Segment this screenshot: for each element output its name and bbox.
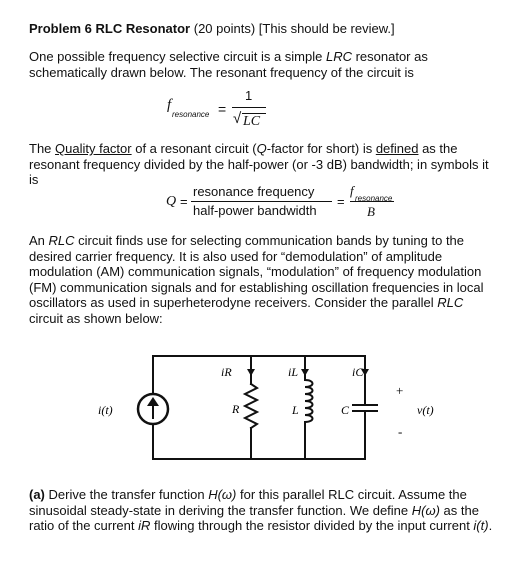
part-a-it: i(t) xyxy=(473,518,489,533)
part-a-paragraph xyxy=(29,487,499,534)
rlc-italic-2: RLC xyxy=(437,295,464,310)
problem-points: (20 points) xyxy=(193,21,256,36)
intro-text-2: resonator as schematically drawn below. The resonant frequency of the circuit is xyxy=(29,49,428,80)
rlc-text-1: An xyxy=(29,233,49,248)
quality-text-3: -factor for short) is xyxy=(266,141,376,156)
eq2-f: f xyxy=(350,183,354,198)
part-a-text-4: flowing through the resistor divided by the input current xyxy=(150,518,474,533)
rlc-text-2: circuit finds use for selecting communication bands by tuning to the desired carrier frequency. It is also used for “demodulation” of amplitude modulation (AM) communication signals, “modulation” of frequency modulation (FM) communication signals and for establishing oscillation frequencies in local oscillators as used in superheterodyne receivers. Consider the parallel xyxy=(29,233,484,310)
plus-sign: + xyxy=(396,383,404,398)
intro-text-1: One possible frequency selective circuit is a simple xyxy=(29,49,326,64)
inductor-label: L xyxy=(292,403,299,417)
rlc-italic-1: RLC xyxy=(48,233,75,248)
current-source-arrowhead xyxy=(147,397,159,406)
part-a-text-1: Derive the transfer function xyxy=(44,487,209,502)
eq2-equals-1: = xyxy=(180,194,188,209)
resistor-zigzag xyxy=(245,384,257,428)
eq2-numerator: resonance frequency xyxy=(193,184,315,199)
il-label: iL xyxy=(288,365,299,379)
part-a-label: (a) xyxy=(29,487,45,502)
eq1-numerator: 1 xyxy=(245,88,253,103)
eq2-b: B xyxy=(367,204,375,219)
quality-text-1: The xyxy=(29,141,56,156)
resistor-label: R xyxy=(232,402,240,416)
eq1-denominator: LC xyxy=(243,114,261,129)
problem-heading: Problem 6 xyxy=(29,21,92,36)
problem-note: [This should be review.] xyxy=(258,21,395,36)
ir-arrowhead xyxy=(247,369,255,376)
part-a-text-2: for this parallel RLC circuit. Assume the sinusoidal steady-state in deriving the transfer function. We define xyxy=(29,487,467,518)
inductor-coil xyxy=(305,380,313,422)
eq1-equals: = xyxy=(218,101,227,117)
eq2-equals-2: = xyxy=(337,194,345,209)
capacitor-label: C xyxy=(341,403,350,417)
ir-label: iR xyxy=(221,365,232,379)
quality-q: Q xyxy=(256,141,267,156)
quality-text-2: of a resonant circuit ( xyxy=(131,141,257,156)
intro-lrc: LRC xyxy=(325,49,352,64)
part-a-ir: iR xyxy=(138,518,151,533)
ic-label: iC xyxy=(352,365,364,379)
part-a-text-5: . xyxy=(488,518,493,533)
voltage-label: v(t) xyxy=(417,403,434,417)
eq2-subscript: resonance xyxy=(355,194,393,203)
eq1-f: f xyxy=(167,97,172,113)
quality-factor-link[interactable]: Quality factor xyxy=(55,141,132,156)
eq2-q: Q xyxy=(166,194,177,209)
source-label: i(t) xyxy=(98,403,113,417)
part-a-h-omega-2: H(ω) xyxy=(411,502,440,518)
minus-sign: - xyxy=(398,424,403,439)
eq2-denominator: half-power bandwidth xyxy=(193,203,317,218)
il-arrowhead xyxy=(301,369,309,376)
eq1-sqrt: √ xyxy=(233,110,242,127)
problem-name: RLC Resonator xyxy=(95,21,191,36)
rlc-text-3: circuit as shown below: xyxy=(29,310,163,326)
quality-text-4: as the resonant frequency divided by the half-power (or -3 dB) bandwidth; in symbols it is xyxy=(29,141,489,187)
part-a-h-omega-1: H(ω) xyxy=(208,487,237,502)
defined-link[interactable]: defined xyxy=(375,141,419,156)
part-a-text-3: as the ratio of the current xyxy=(29,502,479,533)
eq1-subscript: resonance xyxy=(172,110,210,119)
